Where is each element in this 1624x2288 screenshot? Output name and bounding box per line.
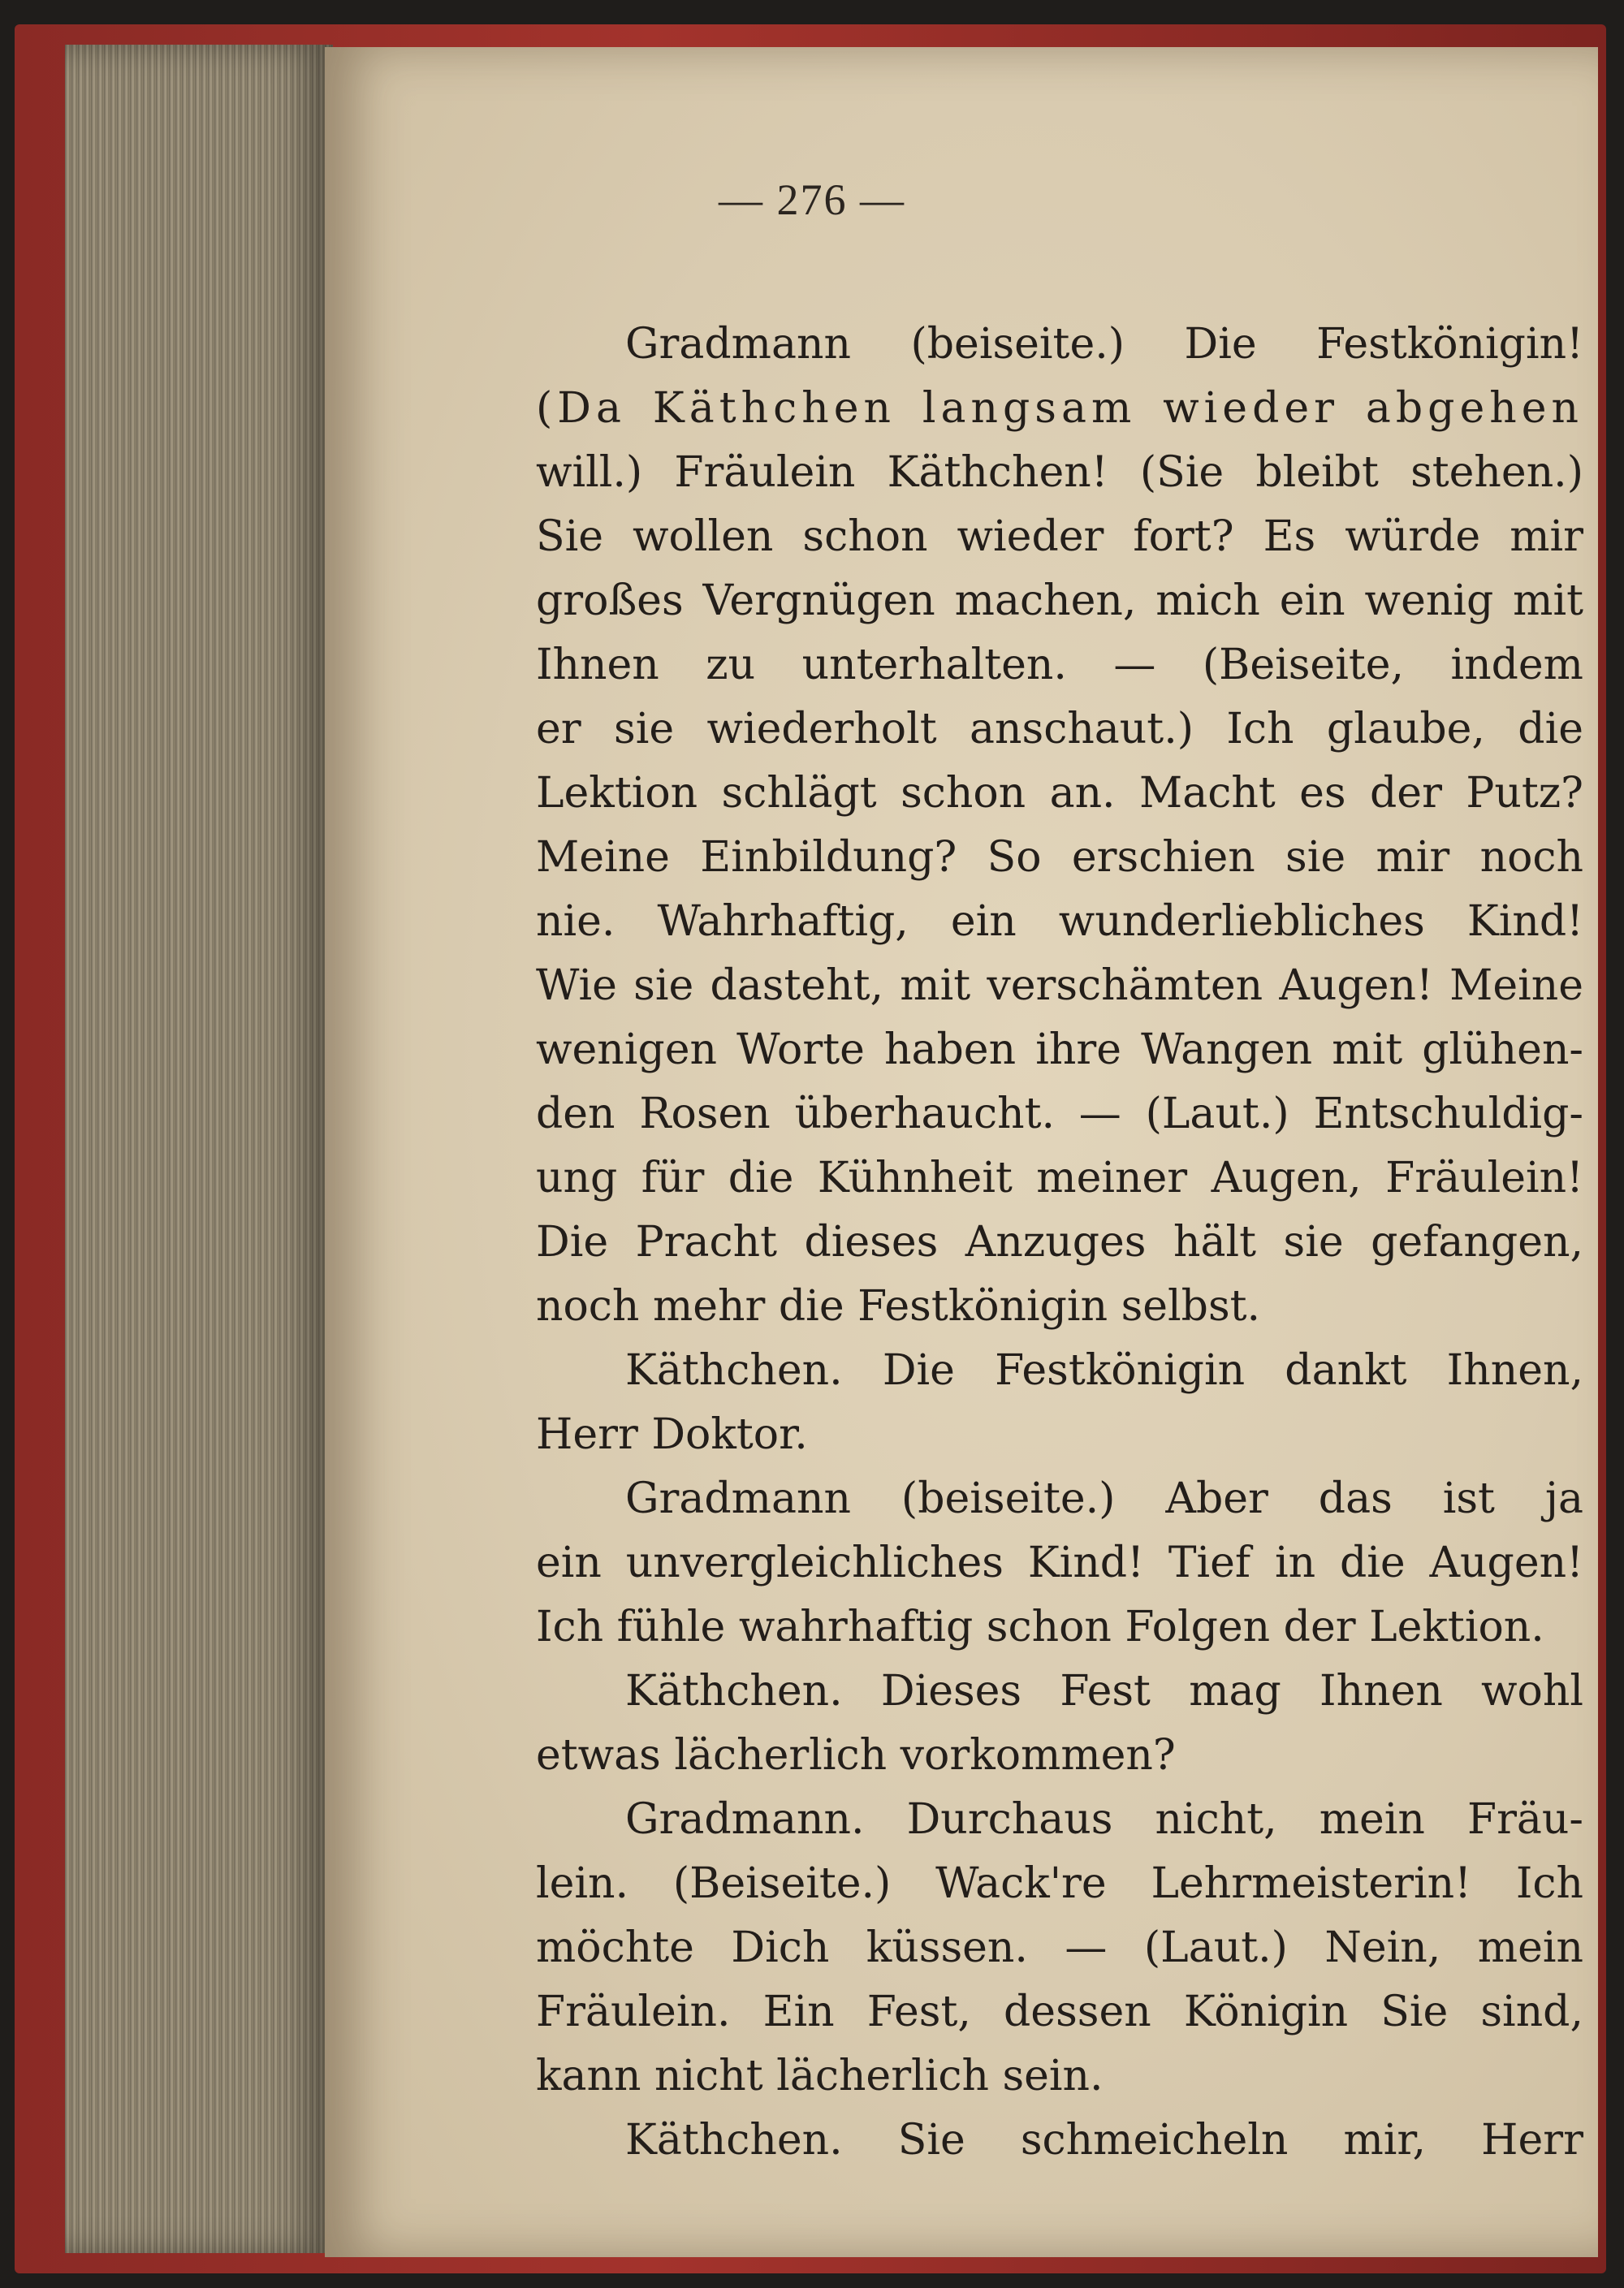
text-line: Die Pracht dieses Anzuges hält sie gefangen,: [536, 1218, 1583, 1267]
text-line: den Rosen überhaucht. — (Laut.) Entschuldig-: [536, 1090, 1583, 1138]
text-line: Sie wollen schon wieder fort? Es würde mir: [536, 512, 1583, 561]
text-line: Ich fühle wahrhaftig schon Folgen der Lektion.: [536, 1603, 1544, 1651]
text-line: möchte Dich küssen. — (Laut.) Nein, mein: [536, 1923, 1583, 1972]
text-line: noch mehr die Festkönigin selbst.: [536, 1282, 1261, 1331]
text-line: ung für die Kühnheit meiner Augen, Fräulein!: [536, 1154, 1583, 1202]
page-edges: [65, 45, 333, 2253]
text-line: Gradmann. Durchaus nicht, mein Fräu-: [625, 1795, 1583, 1844]
text-line: großes Vergnügen machen, mich ein wenig mit: [536, 576, 1583, 625]
text-line: Wie sie dasteht, mit verschämten Augen! Meine: [536, 961, 1583, 1010]
text-line: Käthchen. Die Festkönigin dankt Ihnen,: [625, 1346, 1583, 1395]
page-text: [536, 313, 1583, 2173]
text-line: Meine Einbildung? So erschien sie mir noch: [536, 833, 1583, 882]
text-line: Käthchen. Dieses Fest mag Ihnen wohl: [625, 1667, 1583, 1716]
text-line: Käthchen. Sie schmeicheln mir, Herr: [625, 2116, 1583, 2165]
text-line: (Da Käthchen langsam wieder abgehen: [536, 384, 1583, 433]
text-line: nie. Wahrhaftig, ein wunderliebliches Kind!: [536, 897, 1583, 946]
page-number: — 276 —: [719, 175, 905, 224]
text-line: lein. (Beiseite.) Wack're Lehrmeisterin! Ich: [536, 1859, 1583, 1908]
text-line: Ihnen zu unterhalten. — (Beiseite, indem: [536, 641, 1583, 689]
text-line: er sie wiederholt anschaut.) Ich glaube, die: [536, 705, 1583, 753]
text-line: Gradmann (beiseite.) Aber das ist ja: [625, 1474, 1583, 1523]
text-line: kann nicht lächerlich sein.: [536, 2052, 1104, 2100]
text-line: etwas lächerlich vorkommen?: [536, 1731, 1176, 1780]
text-line: Fräulein. Ein Fest, dessen Königin Sie sind,: [536, 1988, 1583, 2036]
text-line: Herr Doktor.: [536, 1410, 808, 1459]
text-line: Lektion schlägt schon an. Macht es der Putz?: [536, 769, 1583, 818]
text-line: will.) Fräulein Käthchen! (Sie bleibt stehen.): [536, 448, 1583, 497]
text-line: wenigen Worte haben ihre Wangen mit glühen-: [536, 1025, 1583, 1074]
text-line: Gradmann (beiseite.) Die Festkönigin!: [625, 320, 1583, 369]
text-line: ein unvergleichliches Kind! Tief in die Augen!: [536, 1539, 1583, 1587]
